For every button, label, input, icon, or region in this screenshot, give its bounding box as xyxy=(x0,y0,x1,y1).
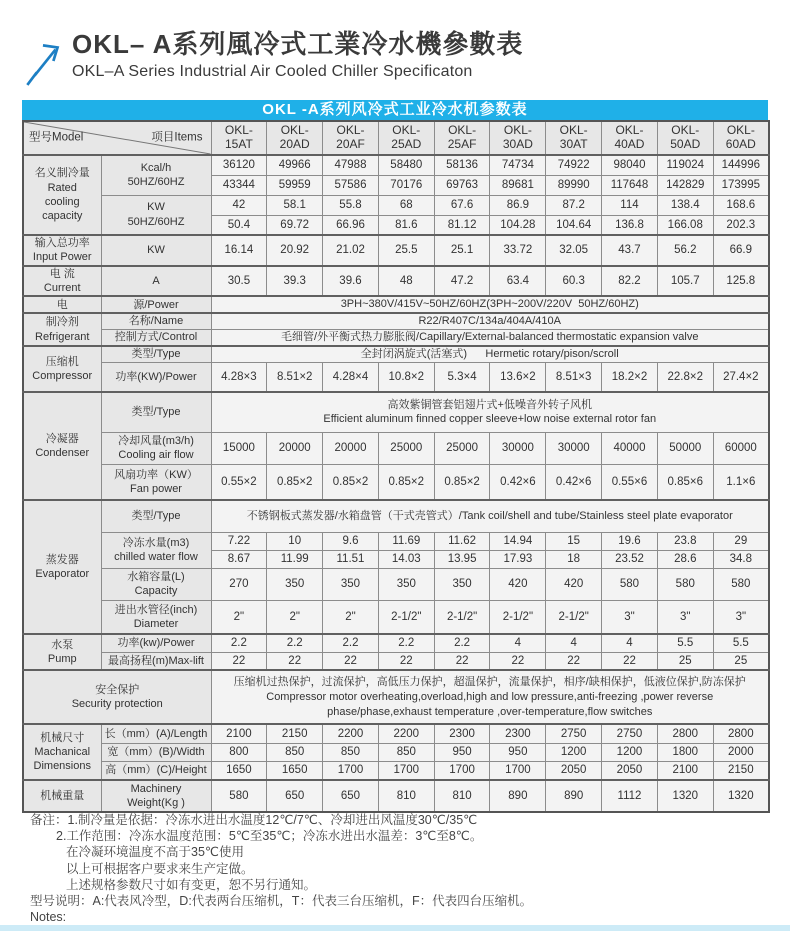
value-cell: 2050 xyxy=(602,761,658,780)
value-cell: 74734 xyxy=(490,155,546,175)
value-cell: 32.05 xyxy=(546,235,602,266)
value-cell: 50.4 xyxy=(211,215,267,235)
value-cell: 1700 xyxy=(490,761,546,780)
value-cell: 11.99 xyxy=(267,550,323,568)
value-cell: 39.6 xyxy=(323,266,379,297)
value-cell: 2300 xyxy=(490,724,546,743)
value-cell: 2-1/2" xyxy=(434,600,490,634)
value-cell: 49966 xyxy=(267,155,323,175)
value-cell: 117648 xyxy=(602,175,658,195)
spec-row xyxy=(23,346,769,362)
value-cell: 1320 xyxy=(713,780,769,812)
merged-value-cell: 全封闭涡旋式(活塞式) Hermetic rotary/pison/scroll xyxy=(211,346,769,362)
group-label-cell: 名义制冷量 Rated cooling capacity xyxy=(23,155,101,235)
value-cell: 2" xyxy=(323,600,379,634)
spec-row xyxy=(23,392,769,432)
value-cell: 8.51×2 xyxy=(267,362,323,392)
value-cell: 66.9 xyxy=(713,235,769,266)
value-cell: 15 xyxy=(546,532,602,550)
item-label-cell: 功率(KW)/Power xyxy=(101,362,211,392)
item-label-cell: Kcal/h 50HZ/60HZ xyxy=(101,155,211,195)
group-label-cell: 电 xyxy=(23,296,101,313)
item-label-cell: A xyxy=(101,266,211,297)
value-cell: 20000 xyxy=(323,432,379,464)
value-cell: 650 xyxy=(267,780,323,812)
value-cell: 14.03 xyxy=(378,550,434,568)
value-cell: 43344 xyxy=(211,175,267,195)
merged-value-cell: 3PH~380V/415V~50HZ/60HZ(3PH~200V/220V 50HZ/60HZ) xyxy=(211,296,769,313)
spec-row xyxy=(23,568,769,600)
spec-row xyxy=(23,761,769,780)
merged-value-cell: 压缩机过热保护，过流保护，高低压力保护，超温保护，流量保护，相序/缺相保护，低液位保护,防冻保护 Compressor motor overheating,overload,high and low pressure,anti-freezing ,power reverse phase/phase,exhaust temperature ,over-temperature,flow switches xyxy=(211,670,769,724)
value-cell: 114 xyxy=(602,195,658,215)
item-label-cell: 最高扬程(m)Max-lift xyxy=(101,652,211,670)
value-cell: 202.3 xyxy=(713,215,769,235)
value-cell: 22 xyxy=(378,652,434,670)
value-cell: 0.42×6 xyxy=(490,464,546,500)
value-cell: 22 xyxy=(434,652,490,670)
value-cell: 23.52 xyxy=(602,550,658,568)
model-header-cell: OKL- 20AF xyxy=(323,121,379,155)
group-label-cell: 机械重量 xyxy=(23,780,101,812)
corner-header-cell xyxy=(23,121,211,155)
value-cell: 580 xyxy=(657,568,713,600)
value-cell: 28.6 xyxy=(657,550,713,568)
value-cell: 2800 xyxy=(657,724,713,743)
value-cell: 166.08 xyxy=(657,215,713,235)
value-cell: 1.1×6 xyxy=(713,464,769,500)
spec-row xyxy=(23,235,769,266)
value-cell: 0.85×2 xyxy=(378,464,434,500)
value-cell: 890 xyxy=(546,780,602,812)
value-cell: 580 xyxy=(602,568,658,600)
value-cell: 2050 xyxy=(546,761,602,780)
item-label-cell: 冷冻水量(m3) chilled water flow xyxy=(101,532,211,568)
value-cell: 25 xyxy=(657,652,713,670)
value-cell: 30000 xyxy=(490,432,546,464)
value-cell: 420 xyxy=(546,568,602,600)
value-cell: 0.55×6 xyxy=(602,464,658,500)
value-cell: 8.51×3 xyxy=(546,362,602,392)
value-cell: 13.6×2 xyxy=(490,362,546,392)
group-label-cell: 制冷剂 Refrigerant xyxy=(23,313,101,346)
merged-value-cell: R22/R407C/134a/404A/410A xyxy=(211,313,769,329)
value-cell: 22 xyxy=(323,652,379,670)
value-cell: 2.2 xyxy=(267,634,323,652)
value-cell: 22 xyxy=(546,652,602,670)
value-cell: 60000 xyxy=(713,432,769,464)
value-cell: 1700 xyxy=(323,761,379,780)
value-cell: 350 xyxy=(378,568,434,600)
value-cell: 40000 xyxy=(602,432,658,464)
value-cell: 4 xyxy=(546,634,602,652)
value-cell: 8.67 xyxy=(211,550,267,568)
value-cell: 2200 xyxy=(378,724,434,743)
value-cell: 59959 xyxy=(267,175,323,195)
merged-value-cell: 高效紫铜管套铝翅片式+低噪音外转子风机 Efficient aluminum finned copper sleeve+low noise external rotor fan xyxy=(211,392,769,432)
value-cell: 33.72 xyxy=(490,235,546,266)
value-cell: 2100 xyxy=(211,724,267,743)
value-cell: 800 xyxy=(211,743,267,761)
note-line: 上述规格参数尺寸如有变更，恕不另行通知。 xyxy=(66,877,317,892)
value-cell: 89990 xyxy=(546,175,602,195)
value-cell: 0.85×2 xyxy=(434,464,490,500)
item-label-cell: Machinery Weight(Kg ) xyxy=(101,780,211,812)
value-cell: 1650 xyxy=(267,761,323,780)
spec-table-grid xyxy=(22,120,770,813)
value-cell: 350 xyxy=(434,568,490,600)
spec-row xyxy=(23,313,769,329)
model-header-cell: OKL- 50AD xyxy=(657,121,713,155)
item-label-cell: 类型/Type xyxy=(101,500,211,532)
value-cell: 2-1/2" xyxy=(546,600,602,634)
value-cell: 89681 xyxy=(490,175,546,195)
value-cell: 10 xyxy=(267,532,323,550)
value-cell: 3" xyxy=(713,600,769,634)
page-subtitle: OKL–A Series Industrial Air Cooled Chiller Specificaton xyxy=(72,62,473,80)
item-label-cell: 宽（mm）(B)/Width xyxy=(101,743,211,761)
value-cell: 650 xyxy=(323,780,379,812)
value-cell: 58136 xyxy=(434,155,490,175)
value-cell: 4.28×3 xyxy=(211,362,267,392)
value-cell: 98040 xyxy=(602,155,658,175)
value-cell: 86.9 xyxy=(490,195,546,215)
value-cell: 1800 xyxy=(657,743,713,761)
value-cell: 950 xyxy=(434,743,490,761)
value-cell: 67.6 xyxy=(434,195,490,215)
note-line: 以上可根据客户要求来生产定做。 xyxy=(66,861,254,876)
model-header-cell: OKL- 30AT xyxy=(546,121,602,155)
spec-row xyxy=(23,195,769,215)
bottom-accent-strip xyxy=(0,925,790,931)
value-cell: 25000 xyxy=(378,432,434,464)
spec-row xyxy=(23,600,769,634)
value-cell: 0.85×2 xyxy=(267,464,323,500)
value-cell: 5.5 xyxy=(657,634,713,652)
item-label-cell: 风扇功率（KW） Fan power xyxy=(101,464,211,500)
value-cell: 36120 xyxy=(211,155,267,175)
value-cell: 810 xyxy=(434,780,490,812)
page-title: OKL– A系列風冷式工業冷水機參數表 xyxy=(72,29,524,59)
spec-row xyxy=(23,652,769,670)
item-label-cell: 名称/Name xyxy=(101,313,211,329)
value-cell: 270 xyxy=(211,568,267,600)
value-cell: 63.4 xyxy=(490,266,546,297)
value-cell: 39.3 xyxy=(267,266,323,297)
item-label-cell: 控制方式/Control xyxy=(101,330,211,346)
value-cell: 60.3 xyxy=(546,266,602,297)
value-cell: 42 xyxy=(211,195,267,215)
item-label-cell: 进出水管径(inch) Diameter xyxy=(101,600,211,634)
value-cell: 21.02 xyxy=(323,235,379,266)
model-header-cell: OKL- 25AF xyxy=(434,121,490,155)
spec-row xyxy=(23,330,769,346)
value-cell: 104.28 xyxy=(490,215,546,235)
value-cell: 950 xyxy=(490,743,546,761)
model-header-cell: OKL- 20AD xyxy=(267,121,323,155)
value-cell: 4 xyxy=(602,634,658,652)
value-cell: 850 xyxy=(267,743,323,761)
value-cell: 9.6 xyxy=(323,532,379,550)
item-label-cell: 功率(kw)/Power xyxy=(101,634,211,652)
spec-row xyxy=(23,724,769,743)
item-label-cell: 类型/Type xyxy=(101,392,211,432)
value-cell: 3" xyxy=(602,600,658,634)
spec-row xyxy=(23,670,769,724)
value-cell: 2" xyxy=(211,600,267,634)
spec-table-head xyxy=(23,121,769,155)
value-cell: 23.8 xyxy=(657,532,713,550)
model-header-cell: OKL- 40AD xyxy=(602,121,658,155)
value-cell: 105.7 xyxy=(657,266,713,297)
group-label-cell: 电 流 Current xyxy=(23,266,101,297)
value-cell: 70176 xyxy=(378,175,434,195)
value-cell: 144996 xyxy=(713,155,769,175)
arrow-logo-icon xyxy=(24,36,64,86)
value-cell: 7.22 xyxy=(211,532,267,550)
value-cell: 58480 xyxy=(378,155,434,175)
item-label-cell: KW 50HZ/60HZ xyxy=(101,195,211,235)
spec-row xyxy=(23,432,769,464)
value-cell: 2200 xyxy=(323,724,379,743)
group-label-cell: 输入总功率 Input Power xyxy=(23,235,101,266)
item-label-cell: 冷却风量(m3/h) Cooling air flow xyxy=(101,432,211,464)
value-cell: 22.8×2 xyxy=(657,362,713,392)
value-cell: 13.95 xyxy=(434,550,490,568)
value-cell: 2300 xyxy=(434,724,490,743)
value-cell: 0.85×2 xyxy=(323,464,379,500)
value-cell: 82.2 xyxy=(602,266,658,297)
value-cell: 2750 xyxy=(602,724,658,743)
value-cell: 2800 xyxy=(713,724,769,743)
value-cell: 2150 xyxy=(713,761,769,780)
item-label-cell: KW xyxy=(101,235,211,266)
item-label-cell: 长（mm）(A)/Length xyxy=(101,724,211,743)
value-cell: 81.6 xyxy=(378,215,434,235)
value-cell: 1700 xyxy=(378,761,434,780)
spec-row xyxy=(23,532,769,550)
merged-value-cell: 不锈钢板式蒸发器/水箱盘管（干式壳管式）/Tank coil/shell and tube/Stainless steel plate evaporator xyxy=(211,500,769,532)
value-cell: 1200 xyxy=(546,743,602,761)
value-cell: 20000 xyxy=(267,432,323,464)
value-cell: 2.2 xyxy=(434,634,490,652)
value-cell: 25.5 xyxy=(378,235,434,266)
note-line: 型号说明：A:代表风冷型，D:代表两台压缩机，T：代表三台压缩机，F：代表四台压缩机。 xyxy=(30,894,533,909)
corner-items-label: 项目Items xyxy=(151,131,203,144)
value-cell: 22 xyxy=(602,652,658,670)
model-header-cell: OKL- 60AD xyxy=(713,121,769,155)
note-line: 2.工作范围：冷冻水温度范围：5℃至35℃；冷冻水进出水温差：3℃至8℃。 xyxy=(56,829,483,844)
value-cell: 119024 xyxy=(657,155,713,175)
value-cell: 56.2 xyxy=(657,235,713,266)
value-cell: 136.8 xyxy=(602,215,658,235)
value-cell: 1112 xyxy=(602,780,658,812)
value-cell: 2" xyxy=(267,600,323,634)
table-title-bar: OKL -A系列风冷式工业冷水机参数表 xyxy=(22,100,768,120)
model-header-cell: OKL- 15AT xyxy=(211,121,267,155)
value-cell: 2150 xyxy=(267,724,323,743)
value-cell: 30.5 xyxy=(211,266,267,297)
value-cell: 125.8 xyxy=(713,266,769,297)
value-cell: 25000 xyxy=(434,432,490,464)
value-cell: 14.94 xyxy=(490,532,546,550)
group-label-cell: 安全保护 Security protection xyxy=(23,670,211,724)
merged-value-cell: 毛细管/外平衡式热力膨胀阀/Capillary/External-balanced thermostatic expansion valve xyxy=(211,330,769,346)
value-cell: 15000 xyxy=(211,432,267,464)
spec-row xyxy=(23,155,769,175)
value-cell: 25.1 xyxy=(434,235,490,266)
spec-row xyxy=(23,266,769,297)
group-label-cell: 蒸发器 Evaporator xyxy=(23,500,101,634)
brand-header xyxy=(24,30,523,86)
value-cell: 22 xyxy=(267,652,323,670)
spec-row xyxy=(23,743,769,761)
value-cell: 68 xyxy=(378,195,434,215)
value-cell: 5.3×4 xyxy=(434,362,490,392)
spec-row xyxy=(23,362,769,392)
value-cell: 19.6 xyxy=(602,532,658,550)
value-cell: 4 xyxy=(490,634,546,652)
value-cell: 890 xyxy=(490,780,546,812)
value-cell: 104.64 xyxy=(546,215,602,235)
value-cell: 27.4×2 xyxy=(713,362,769,392)
value-cell: 142829 xyxy=(657,175,713,195)
model-header-row xyxy=(23,121,769,155)
value-cell: 173995 xyxy=(713,175,769,195)
value-cell: 138.4 xyxy=(657,195,713,215)
value-cell: 1320 xyxy=(657,780,713,812)
value-cell: 25 xyxy=(713,652,769,670)
value-cell: 34.8 xyxy=(713,550,769,568)
value-cell: 350 xyxy=(323,568,379,600)
value-cell: 1700 xyxy=(434,761,490,780)
group-label-cell: 水泵 Pump xyxy=(23,634,101,670)
notes-block xyxy=(30,812,532,925)
value-cell: 11.51 xyxy=(323,550,379,568)
spec-row xyxy=(23,500,769,532)
item-label-cell: 源/Power xyxy=(101,296,211,313)
value-cell: 810 xyxy=(378,780,434,812)
value-cell: 30000 xyxy=(546,432,602,464)
spec-row xyxy=(23,634,769,652)
value-cell: 43.7 xyxy=(602,235,658,266)
value-cell: 2750 xyxy=(546,724,602,743)
value-cell: 69.72 xyxy=(267,215,323,235)
value-cell: 47988 xyxy=(323,155,379,175)
value-cell: 29 xyxy=(713,532,769,550)
value-cell: 11.69 xyxy=(378,532,434,550)
value-cell: 69763 xyxy=(434,175,490,195)
value-cell: 55.8 xyxy=(323,195,379,215)
value-cell: 850 xyxy=(378,743,434,761)
value-cell: 580 xyxy=(211,780,267,812)
value-cell: 1200 xyxy=(602,743,658,761)
value-cell: 0.55×2 xyxy=(211,464,267,500)
group-label-cell: 冷凝器 Condenser xyxy=(23,392,101,500)
value-cell: 74922 xyxy=(546,155,602,175)
value-cell: 2.2 xyxy=(323,634,379,652)
value-cell: 2-1/2" xyxy=(378,600,434,634)
corner-model-label: 型号Model xyxy=(29,131,84,144)
value-cell: 850 xyxy=(323,743,379,761)
value-cell: 18 xyxy=(546,550,602,568)
value-cell: 5.5 xyxy=(713,634,769,652)
value-cell: 3" xyxy=(657,600,713,634)
value-cell: 11.62 xyxy=(434,532,490,550)
value-cell: 1650 xyxy=(211,761,267,780)
value-cell: 50000 xyxy=(657,432,713,464)
title-block xyxy=(72,30,523,81)
spec-table-body xyxy=(23,155,769,812)
value-cell: 18.2×2 xyxy=(602,362,658,392)
note-line: 备注：1.制冷量是依据：冷冻水进出水温度12℃/7℃、冷却进出风温度30℃/35℃ xyxy=(30,813,478,827)
value-cell: 420 xyxy=(490,568,546,600)
spec-row xyxy=(23,780,769,812)
model-header-cell: OKL- 30AD xyxy=(490,121,546,155)
note-line: Notes: xyxy=(30,910,67,925)
value-cell: 4.28×4 xyxy=(323,362,379,392)
value-cell: 580 xyxy=(713,568,769,600)
value-cell: 168.6 xyxy=(713,195,769,215)
value-cell: 20.92 xyxy=(267,235,323,266)
value-cell: 2.2 xyxy=(211,634,267,652)
value-cell: 22 xyxy=(211,652,267,670)
value-cell: 2000 xyxy=(713,743,769,761)
value-cell: 0.42×6 xyxy=(546,464,602,500)
value-cell: 57586 xyxy=(323,175,379,195)
value-cell: 2.2 xyxy=(378,634,434,652)
value-cell: 17.93 xyxy=(490,550,546,568)
model-header-cell: OKL- 25AD xyxy=(378,121,434,155)
value-cell: 2-1/2" xyxy=(490,600,546,634)
item-label-cell: 水箱容量(L) Capacity xyxy=(101,568,211,600)
value-cell: 16.14 xyxy=(211,235,267,266)
value-cell: 66.96 xyxy=(323,215,379,235)
spec-row xyxy=(23,464,769,500)
value-cell: 350 xyxy=(267,568,323,600)
value-cell: 2100 xyxy=(657,761,713,780)
group-label-cell: 压缩机 Compressor xyxy=(23,346,101,392)
value-cell: 81.12 xyxy=(434,215,490,235)
group-label-cell: 机械尺寸 Machanical Dimensions xyxy=(23,724,101,780)
value-cell: 22 xyxy=(490,652,546,670)
note-line: 在冷凝环境温度不高于35℃使用 xyxy=(66,845,244,860)
value-cell: 47.2 xyxy=(434,266,490,297)
item-label-cell: 高（mm）(C)/Height xyxy=(101,761,211,780)
value-cell: 0.85×6 xyxy=(657,464,713,500)
spec-table xyxy=(22,100,768,813)
spec-row xyxy=(23,296,769,313)
value-cell: 87.2 xyxy=(546,195,602,215)
item-label-cell: 类型/Type xyxy=(101,346,211,362)
value-cell: 10.8×2 xyxy=(378,362,434,392)
value-cell: 48 xyxy=(378,266,434,297)
value-cell: 58.1 xyxy=(267,195,323,215)
